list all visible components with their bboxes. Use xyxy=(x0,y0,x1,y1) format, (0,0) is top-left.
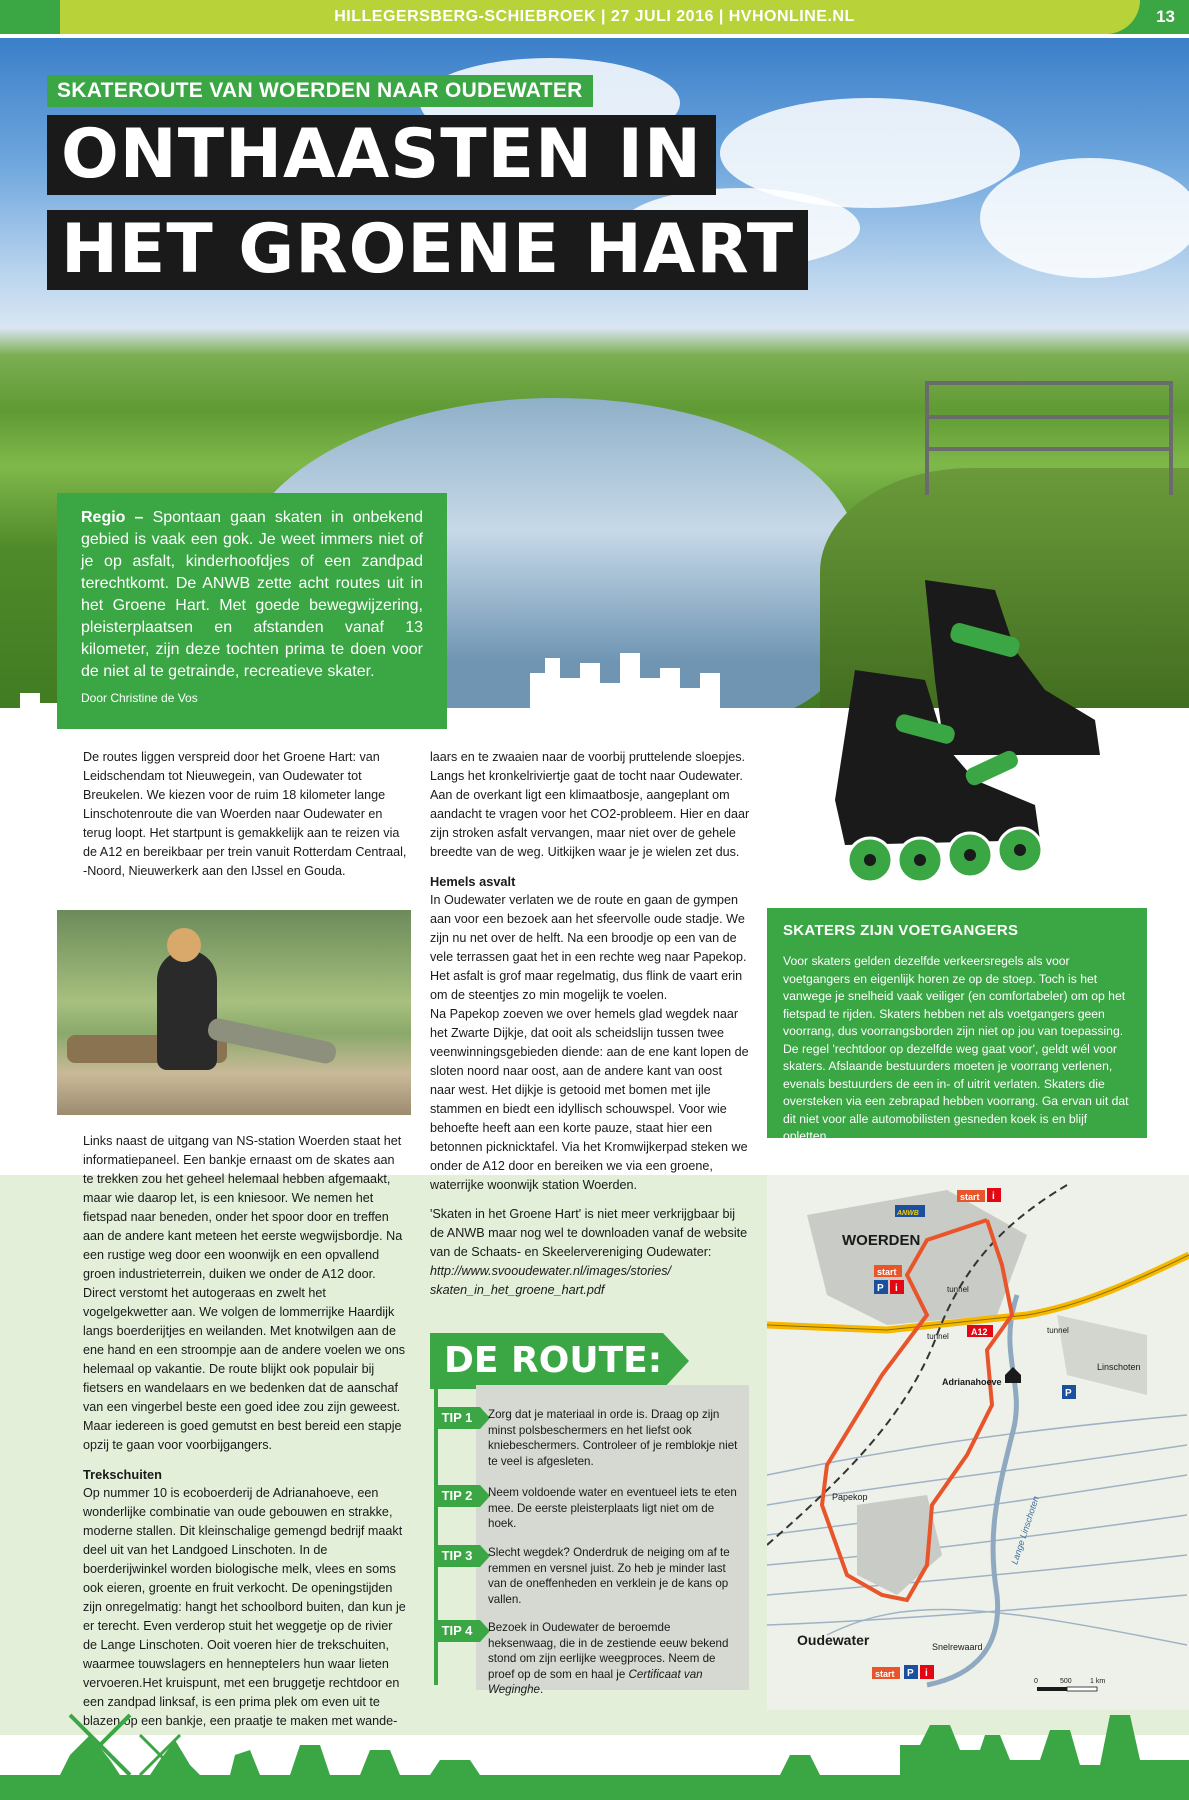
svg-text:start: start xyxy=(875,1669,895,1679)
info-box-text: Voor skaters gelden dezelfde verkeersregels als voor voetgangers en eigenlijk horen ze op de stoep. Toch is het vanwege je snelheid vaak veiliger (en comfortabeler) om op het fietspad te rijden. Skaters hebben net als voetgangers geen voorrang, dus voorrangsborden zijn niet op jou van toepassing. De regel 'rechtdoor op dezelfde weg gaat voor', geldt wél voor skaters. Afslaande bestuurders moeten je voorrang verlenen, evenals bestuurders de een in- of uitrit verlaten. Skaters die oversteken via een zebrapad hebben voorrang. Ga ervan uit dat dit niet voor alle automobilisten gesneden koek is en blijf opletten. xyxy=(783,954,1129,1143)
tip-label: TIP 3 xyxy=(434,1545,480,1567)
svg-text:start: start xyxy=(960,1192,980,1202)
map-label-tunnel: tunnel xyxy=(1047,1326,1069,1335)
map-label-adrianahoeve: Adrianahoeve xyxy=(942,1377,1002,1387)
parking-icon: P xyxy=(1065,1388,1072,1399)
page-number: 13 xyxy=(1156,7,1175,26)
svg-text:P: P xyxy=(907,1668,914,1679)
fence xyxy=(925,381,1173,495)
tip-text: Zorg dat je materiaal in orde is. Draag op zijn minst polsbeschermers en het liefst ook kniebeschermers. Controleer of je remblokje niet te veel is afgesleten. xyxy=(488,1408,738,1468)
tip-label: TIP 1 xyxy=(434,1407,480,1429)
header-text: HILLEGERSBERG-SCHIEBROEK | 27 JULI 2016 | HVHONLINE.NL xyxy=(334,8,855,25)
byline: Door Christine de Vos xyxy=(81,691,198,705)
skater-photo xyxy=(57,910,411,1115)
paragraph: Op nummer 10 is ecoboerderij de Adrianahoeve, een wonderlijke combinatie van oude gebouwen en strakke, moderne stallen. Dit kleinschalige gemengd bedrijf maakt deel uit van het Landgoed Linschoten. In de boerderijwinkel worden biologische melk, vlees en soms ook eieren, groente en fruit verkocht. De openingstijden zijn onregelmatig: hangt het schoolbord buiten, dan kun je er terecht. Even verderop stuit het weggetje op de rivier de Lange Linschoten. Ooit voeren hier de trekschuiten, waarmee touwslagers en hennepteIers hun waar lieten vervoeren.Het kruispunt, met een bruggetje rechtdoor en een zandpad linksaf, is een prima plek om even uit te blazen op een bankje, een praatje te maken met wande- xyxy=(83,1486,406,1728)
svg-text:i: i xyxy=(925,1668,928,1679)
intro-text xyxy=(81,507,423,683)
route-heading: DE ROUTE: xyxy=(430,1333,663,1389)
paragraph: Links naast de uitgang van NS-station Woerden staat het informatiepaneel. Een bankje ernaast om de skates aan te trekken zou het geheel helemaal hebben afgemaakt, maar wie daarop let, is een kniesoor. We nemen het fietspad naar beneden, onder het spoor door en treffen aan de andere kant meteen het eerste wegwijsbordje. Na een rustige weg door een woonwijk en een opvallend groen industrieterrein, duiken we onder de A12 door. Direct verstomt het autogeraas en zwelt het vogelgekwetter aan. We volgen de lommerrijke Haardijk langs boerderijtjes en weilanden. Met knotwilgen aan de ene hand en een stroompje aan de andere voelen we ons helemaal op vakantie. De route blijkt ook populair bij fietsers en wandelaars en we bedenken dat de aanschaf van een vingerbel beste een goed idee zou zijn geweest. Maar iedereen is goed gemutst en best bereid een stapje opzij te gaan voor voorbijgangers. xyxy=(83,1134,406,1452)
map-label-linschoten: Linschoten xyxy=(1097,1362,1141,1372)
article-column-1-bottom xyxy=(83,1132,408,1741)
tips-panel xyxy=(441,1385,749,1696)
map-label-snelrewaard: Snelrewaard xyxy=(932,1642,983,1652)
map-label-tunnel: tunnel xyxy=(947,1285,969,1294)
article-column-2 xyxy=(430,748,750,1310)
tip-text xyxy=(488,1620,738,1698)
tip-text-part: . xyxy=(540,1683,544,1696)
cloud xyxy=(980,158,1189,278)
tip-label: TIP 4 xyxy=(434,1620,480,1642)
paragraph: laars en te zwaaien naar de voorbij pruttelende sloepjes. Langs het kronkelriviertje gaat de tocht naar Oudewater. Aan de overkant ligt een klimaatbosje, aangeplant om aandacht te vragen voor het CO2-probleem. Hier en daar zijn stroken asfalt vervangen, maar niet over de gehele breedte van de weg. Uitkijken waar je je wielen zet dus. xyxy=(430,750,750,859)
map-label-tunnel: tunnel xyxy=(927,1332,949,1341)
anwb-logo: ANWB xyxy=(897,1210,919,1217)
intro-box xyxy=(57,493,447,729)
intro-lead: Regio – xyxy=(81,509,144,526)
map-label-a12: A12 xyxy=(971,1327,988,1337)
map-label-oudewater: Oudewater xyxy=(797,1632,870,1648)
paragraph: In Oudewater verlaten we de route en gaan de gympen aan voor een bezoek aan het sfeervolle oude stadje. We zijn nu net over de helft. Na een broodje op een van de vele terrassen gaat het in een rechte weg naar Papekop. Het asfalt is grof maar regelmatig, dus flink de vaart erin om de steentjes zo min mogelijk te voelen. xyxy=(430,893,747,1002)
skater-head xyxy=(167,928,201,962)
header-bar xyxy=(0,0,1189,34)
start-marker xyxy=(957,1188,1001,1202)
skater xyxy=(157,950,217,1070)
tip-text-part: Bezoek in Oudewater de beroemde heksenwaag, die in de zestiende eeuw bekend stond om zijn eerlijke weegproces. Neem de proef op de som en haal je xyxy=(488,1621,729,1681)
info-box xyxy=(767,908,1147,1143)
subheading: Trekschuiten xyxy=(83,1467,162,1482)
article-kicker: SKATEROUTE VAN WOERDEN NAAR OUDEWATER xyxy=(47,75,593,107)
map-label-papekop: Papekop xyxy=(832,1492,868,1502)
svg-text:i: i xyxy=(992,1191,995,1202)
article-column-1-top xyxy=(83,748,408,891)
tip-text: Neem voldoende water en eventueel iets te eten mee. De eerste pleisterplaats ligt niet om de hoek. xyxy=(488,1486,737,1530)
article-title-line-2: HET GROENE HART xyxy=(47,210,808,290)
info-box-title: SKATERS ZIJN VOETGANGERS xyxy=(783,922,1019,939)
footer-silhouette xyxy=(0,1705,1189,1800)
paragraph: 'Skaten in het Groene Hart' is niet meer verkrijgbaar bij de ANWB maar nog wel te downloaden vanaf de website van de Schaats- en Skeelervereniging Oudewater: xyxy=(430,1207,748,1259)
route-map xyxy=(767,1175,1189,1710)
svg-text:P: P xyxy=(877,1283,884,1294)
svg-text:0: 0 xyxy=(1034,1678,1038,1685)
inline-skates-icon xyxy=(835,570,1105,890)
tip-text: Slecht wegdek? Onderdruk de neiging om af te remmen en versnel juist. Zo heb je minder last van de oneffenheden en verklein je de kans op vallen. xyxy=(488,1546,730,1606)
tip-label: TIP 2 xyxy=(434,1485,480,1507)
subheading: Hemels asvalt xyxy=(430,874,516,889)
article-title-line-1: ONTHAASTEN IN xyxy=(47,115,716,195)
svg-text:start: start xyxy=(877,1267,897,1277)
download-link[interactable]: http://www.svooudewater.nl/images/stories/ skaten_in_het_groene_hart.pdf xyxy=(430,1264,672,1297)
paragraph: Na Papekop zoeven we over hemels glad wegdek naar het Zwarte Dijkje, dat ooit als scheidslijn tussen twee veenwinningsgebieden diende: aan de ene kant lopen de sloten noord naar oost, aan de andere kant van oost naar west. Het dijkje is getooid met bomen met ijle stammen en biedt een idyllisch schouwspel. Voor wie behoefte heeft aan een korte pauze, staat hier een betonnen picknicktafel. Via het Kromwijkerpad steken we onder de A12 door en bereiken we via een groene, waterrijke woonwijk station Woerden. xyxy=(430,1007,749,1192)
map-label-woerden: WOERDEN xyxy=(842,1232,921,1249)
svg-text:1 km: 1 km xyxy=(1090,1678,1106,1685)
intro-body: Spontaan gaan skaten in onbekend gebied is vaak een gok. Je weet immers niet of je op asfalt, kinderhoofdjes of een zandpad terechtkomt. De ANWB zette acht routes uit in het Groene Hart. Met goede bewegwijzering, pleisterplaatsen en afstanden vanaf 13 kilometer, zijn deze tochten prima te doen voor de niet al te getrainde, recreatieve skater. xyxy=(81,509,423,680)
paragraph: De routes liggen verspreid door het Groene Hart: van Leidschendam tot Nieuwegein, van Oudewater tot Breukelen. We kiezen voor de ruim 18 kilometer lange Linschotenroute die van Woerden naar Oudewater en terug loopt. Het startpunt is gemakkelijk aan te reizen via de A12 en bereikbaar per trein vanuit Rotterdam Centraal, -Noord, Nieuwerkerk aan den IJssel en Gouda. xyxy=(83,750,407,878)
map-label-river: Lange Linschoten xyxy=(1009,1494,1041,1566)
svg-text:500: 500 xyxy=(1060,1678,1072,1685)
tip-text-italic: Certificaat van Weginghe xyxy=(488,1667,703,1696)
svg-text:i: i xyxy=(895,1283,898,1294)
